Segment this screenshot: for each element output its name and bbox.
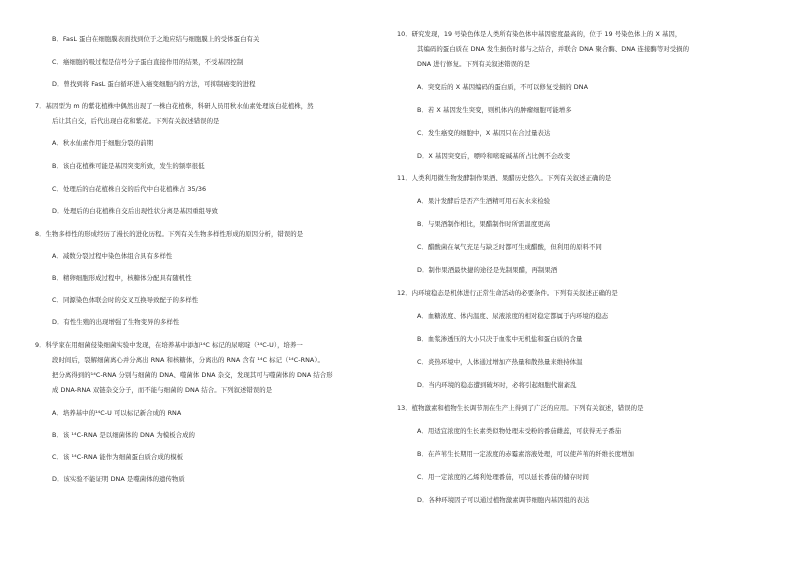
q11-stem: 11．人类利用微生物发酵制作果酒、果醋历史悠久。下列有关叙述正确的是 [397, 174, 612, 182]
q9-option-c: C．该 ¹⁴C-RNA 能作为细菌蛋白质合成的模板 [52, 453, 184, 461]
q8-option-b: B．精卵细胞形成过程中，核糖体分配具有随机性 [52, 274, 192, 282]
q7-option-a: A．秋水仙素作用于细胞分裂的前期 [52, 139, 154, 147]
q10-option-c: C．发生癌变的细胞中，X 基因只在合过量表达 [417, 129, 551, 137]
q9-stem-line4: 成 DNA-RNA 双链杂交分子，而不能与细菌的 DNA 结合。下列叙述错误的是 [52, 386, 273, 394]
q8-option-d: D．有性生殖的出现增强了生物变异的多样性 [52, 318, 180, 326]
q9-option-b: B．该 ¹⁴C-RNA 是以细菌体的 DNA 为模板合成的 [52, 431, 195, 439]
q8-stem: 8．生物多样性的形成经历了漫长的进化历程。下列有关生物多样性形成的原因分析，错误的是 [35, 230, 304, 238]
q8-option-a: A．减数分裂过程中染色体组合具有多样性 [52, 252, 173, 260]
q12-option-c: C．炎热环境中，人体通过增加产热量和散热量来维持体温 [417, 358, 583, 366]
q9-option-d: D．该实验不能证明 DNA 是噬菌体的遗传物质 [52, 475, 185, 483]
q10-stem-line3: DNA 进行修复。下列有关叙述错误的是 [417, 60, 530, 68]
q10-option-b: B．若 X 基因发生突变，则机体内的肿瘤细胞可能增多 [417, 106, 572, 114]
q6-option-c: C．癌细胞的吸过程是信号分子蛋白直接作用的结果，不受基因控制 [52, 58, 244, 66]
q7-option-d: D．处理后的白花植株自交后出现性状分离是基因重组导致 [52, 207, 218, 215]
q11-option-d: D．制作果酒最快捷的途径是先制果醋，再制果酒 [417, 266, 558, 274]
q13-option-b: B．在芦苇生长期用一定浓度的赤霉素溶液处理，可以使芦苇的纤维长度增加 [417, 450, 634, 458]
q10-stem-line1: 10．研究发现，19 号染色体是人类所有染色体中基因密度最高的，位于 19 号染色体上的 X 基因， [397, 30, 682, 38]
q8-option-c: C．同源染色体联会时的交叉互换导致配子的多样性 [52, 296, 199, 304]
q7-stem-line1: 7．基因型为 m 的紫花植株中偶然出现了一株白花植株，科研人员用秋水仙素处理该白花植株，然 [35, 102, 314, 110]
q9-option-a: A．培养基中的¹⁴C-U 可以标记新合成的 RNA [52, 409, 182, 417]
q12-option-a: A．血糖浓度、体内温度、尿液浓度的相对稳定都属于内环境的稳态 [417, 312, 609, 320]
q7-stem-line2: 后让其自交，后代出现白花和紫花。下列有关叙述错误的是 [52, 117, 220, 125]
q10-stem-line2: 其编码的蛋白质在 DNA 发生损伤时募与之结合，并联合 DNA 聚合酶、DNA 连接酶等对受损的 [417, 45, 690, 53]
q10-option-a: A．突变后的 X 基因编码的蛋白质，不可以修复受损的 DNA [417, 83, 589, 91]
q11-option-b: B．与果酒制作相比，果醋制作时所需温度更高 [417, 220, 551, 228]
q11-option-c: C．醋酸菌在氧气充足与缺乏时都可生成醋酸，但利用的原料不同 [417, 243, 602, 251]
q6-option-b: B．FasL 蛋白在细胞膜表面找到位于之地应结与细胞膜上的受体蛋白有关 [52, 35, 260, 43]
q9-stem-line2: 段时间后，裂解细菌离心并分离出 RNA 和核糖体，分离出的 RNA 含有 ¹⁴C 标记（¹⁴C-RNA）。 [52, 356, 325, 364]
q11-option-a: A．果汁发酵后是否产生酒精可用石灰水来检验 [417, 197, 551, 205]
q12-option-d: D．当内环境的稳态遭到破坏时，必将引起细胞代谢紊乱 [417, 381, 577, 389]
q7-option-b: B．该白花植株可能是基因突变所致，发生的频率很低 [52, 162, 205, 170]
q7-option-c: C．处理后的白花植株自交的后代中白花植株占 35/36 [52, 185, 207, 193]
q9-stem-line1: 9．科学家在用细菌侵染细菌实验中发现，在培养基中添加¹⁴C 标记的尿嘧啶（¹⁴C-U），培养一 [35, 341, 303, 349]
q12-option-b: B．血浆渗透压的大小只决于血浆中无机盐和蛋白质的含量 [417, 335, 583, 343]
q13-option-d: D．各种环境因子可以通过植物激素调节细胞内基因组的表达 [417, 496, 590, 504]
q6-option-d: D．曾找到将 FasL 蛋白循环进入癌变细胞内的方法，可抑制癌变的进程 [52, 80, 256, 88]
q9-stem-line3: 把分离得到的¹⁴C-RNA 分别与细菌的 DNA、噬菌体 DNA 杂交，发现其可与噬菌体的 DNA 结合形 [52, 371, 333, 379]
q12-stem: 12．内环境稳态是机体进行正常生命活动的必要条件。下列有关叙述正确的是 [397, 289, 618, 297]
q13-stem: 13．植物激素和植物生长调节剂在生产上得到了广泛的应用。下列有关叙述，错误的是 [397, 404, 644, 412]
q10-option-d: D．X 基因突变后，嘌呤和嘧啶碱基所占比例不会改变 [417, 152, 571, 160]
q13-option-a: A．用适宜浓度的生长素类似物处理未受粉的番茄雌蕊，可获得无子番茄 [417, 427, 622, 435]
q13-option-c: C．用一定浓度的乙烯利处理番茄，可以延长番茄的储存时间 [417, 473, 589, 481]
